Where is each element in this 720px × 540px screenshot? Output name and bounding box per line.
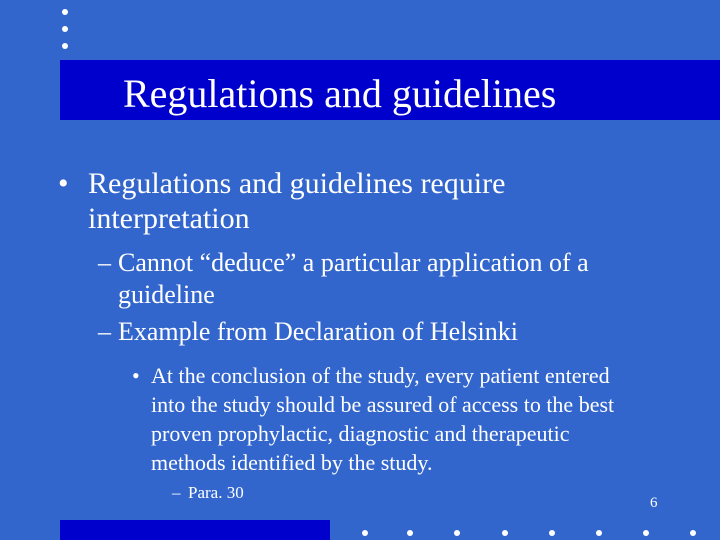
decorative-dot bbox=[362, 530, 368, 536]
quote-text: methods identified by the study. bbox=[151, 450, 433, 475]
decorative-dot bbox=[62, 9, 68, 15]
decorative-dot bbox=[690, 530, 696, 536]
quote-bullet-marker: • bbox=[132, 363, 140, 388]
quote-text: proven prophylactic, diagnostic and therapeutic bbox=[151, 421, 570, 446]
sub-bullet-text: guideline bbox=[118, 280, 215, 309]
decorative-dot bbox=[407, 530, 413, 536]
reference-marker: – bbox=[172, 483, 181, 502]
decorative-dot bbox=[454, 530, 460, 536]
sub-bullet-text: Example from Declaration of Helsinki bbox=[118, 317, 518, 346]
decorative-dot bbox=[549, 530, 555, 536]
reference-text: Para. 30 bbox=[188, 483, 244, 502]
slide-number: 6 bbox=[650, 495, 658, 511]
sub-bullet-marker: – bbox=[98, 248, 111, 277]
bullet-marker: • bbox=[58, 167, 69, 200]
quote-text: into the study should be assured of access to the best bbox=[151, 392, 615, 417]
decorative-dot bbox=[62, 26, 68, 32]
sub-bullet-text: Cannot “deduce” a particular application of a bbox=[118, 248, 589, 277]
quote-text: At the conclusion of the study, every patient entered bbox=[151, 363, 610, 388]
decorative-dot bbox=[643, 530, 649, 536]
bullet-text: Regulations and guidelines require bbox=[88, 167, 506, 200]
bottom-band bbox=[60, 520, 330, 540]
decorative-dot bbox=[502, 530, 508, 536]
decorative-dot bbox=[596, 530, 602, 536]
sub-bullet-marker: – bbox=[98, 317, 111, 346]
bullet-text: interpretation bbox=[88, 202, 250, 235]
decorative-dot bbox=[62, 43, 68, 49]
slide-title: Regulations and guidelines bbox=[123, 71, 557, 116]
